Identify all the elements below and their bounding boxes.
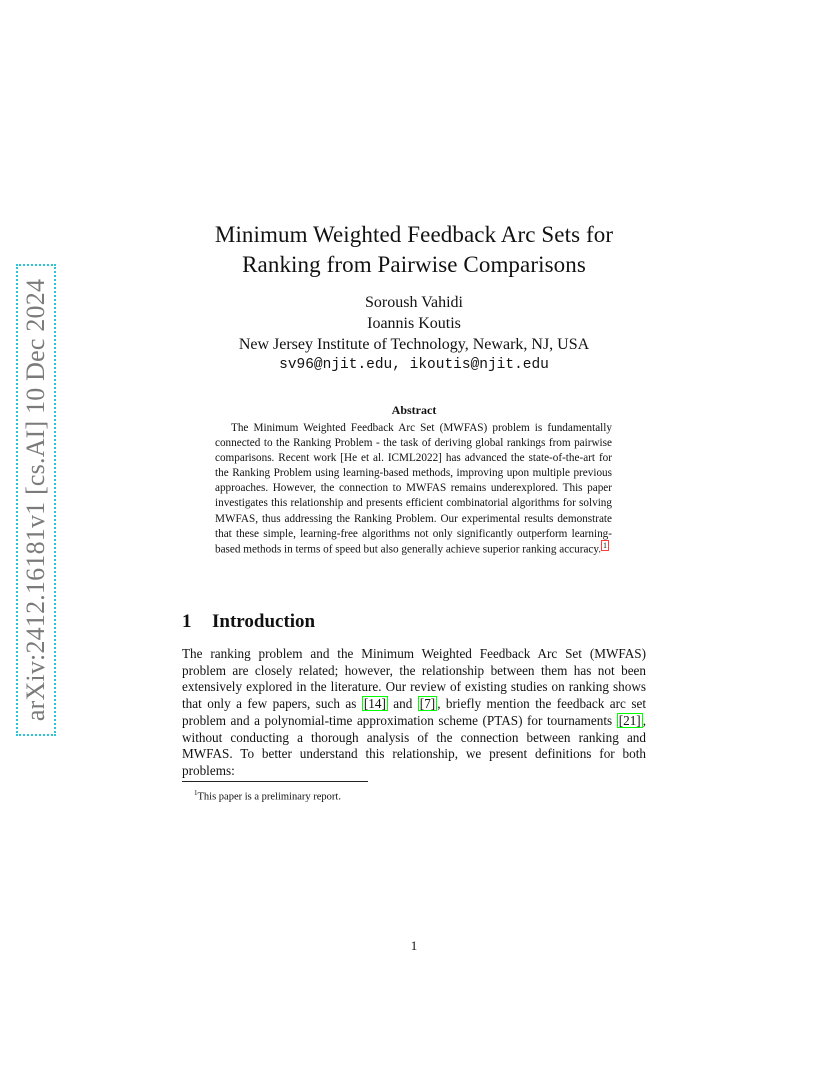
- section-number: 1: [182, 611, 192, 632]
- citation-link-14[interactable]: [14]: [363, 696, 386, 712]
- intro-text-d: , without conducting a thorough analysis of the connection between ranking and MWFAS. To better understand this relationship, we present definitions for both problems:: [182, 712, 646, 778]
- section-heading: [182, 610, 646, 634]
- author-emails: sv96@njit.edu, ikoutis@njit.edu: [279, 357, 549, 373]
- author-1: Soroush Vahidi: [365, 294, 463, 311]
- abstract-heading: Abstract: [391, 403, 437, 417]
- page-number: 1: [410, 938, 418, 953]
- abstract-text: The Minimum Weighted Feedback Arc Set (MWFAS) problem is fundamentally connected to the Ranking Problem - the task of deriving global rankings from pairwise comparisons. Recent work [He et al. ICML2022] has advanced the state-of-the-art for the Ranking Problem using learning-based methods, improving upon multiple previous approaches. However, the connection to MWFAS remains underexplored. This paper investigates this relationship and presents efficient combinatorial algorithms for solving MWFAS, thus addressing the Ranking Problem. Our experimental results demonstrate that these simple, learning-free algorithms not only significantly outperform learning-based methods in terms of speed but also generally achieve superior ranking accuracy.: [215, 422, 612, 556]
- intro-text-a: The ranking problem and the Minimum Weighted Feedback Arc Set (MWFAS) problem are closely related; however, the relationship between them has not been extensively explored in the literature. Our review of existing studies on ranking shows that only a few papers, such as: [182, 646, 646, 712]
- author-2: Ioannis Koutis: [367, 315, 461, 332]
- abstract-footnote-link[interactable]: 1: [603, 540, 608, 550]
- footnote-text: This paper is a preliminary report.: [197, 791, 341, 803]
- footnote-divider: [182, 781, 368, 782]
- citation-link-7[interactable]: [7]: [419, 696, 436, 712]
- intro-text-c: , briefly mention the feedback arc set problem and a polynomial-time approximation scheme (PTAS) for tournaments: [182, 696, 646, 728]
- title-line-2: Ranking from Pairwise Comparisons: [242, 252, 586, 277]
- authors-block: [182, 292, 646, 375]
- citation-link-21[interactable]: [21]: [618, 712, 641, 728]
- arxiv-stamp-text: arXiv:2412.16181v1 [cs.AI] 10 Dec 2024: [21, 278, 51, 722]
- affiliation: New Jersey Institute of Technology, Newark, NJ, USA: [238, 336, 590, 353]
- paper-title: [182, 220, 646, 280]
- footnote-mark: 1: [194, 789, 198, 797]
- intro-text-b: and: [387, 696, 418, 712]
- abstract-body: [215, 421, 612, 558]
- title-line-1: Minimum Weighted Feedback Arc Sets for: [214, 222, 614, 247]
- footnote: [194, 786, 644, 805]
- arxiv-stamp[interactable]: [16, 264, 56, 736]
- section-title: Introduction: [212, 611, 316, 632]
- introduction-paragraph: [182, 646, 646, 780]
